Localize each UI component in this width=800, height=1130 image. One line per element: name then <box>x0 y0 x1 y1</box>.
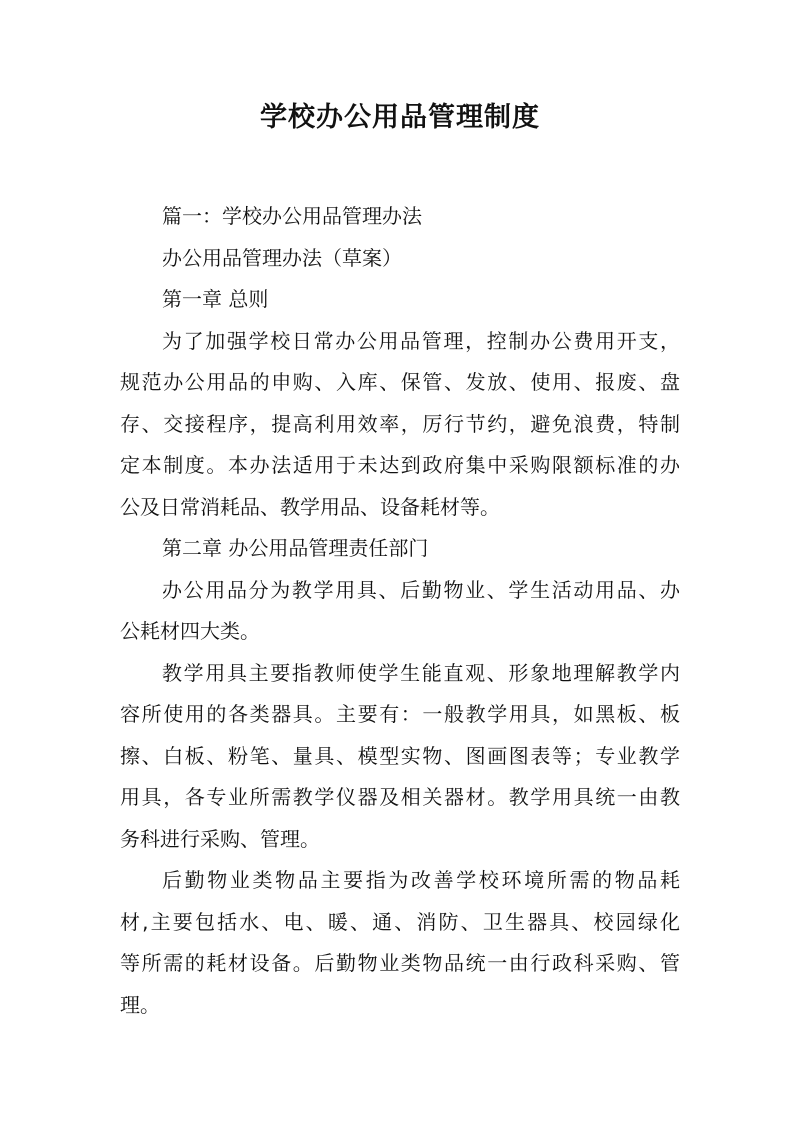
paragraph-line: 公及日常消耗品、教学用品、设备耗材等。 <box>120 494 500 519</box>
paragraph-line: 办公用品分为教学用具、后勤物业、学生活动用品、办 <box>162 577 680 602</box>
subtitle-draft <box>120 238 680 280</box>
paragraph-line: 擦、白板、粉笔、量具、模型实物、图画图表等；专业教学 <box>120 743 680 768</box>
paragraph-line: 教学用具主要指教师使学生能直观、形象地理解教学内 <box>162 660 680 685</box>
paragraph-categories <box>120 570 680 653</box>
paragraph-line: 为了加强学校日常办公用品管理，控制办公费用开支， <box>162 328 680 353</box>
paragraph-logistics <box>120 860 680 1026</box>
paragraph-line: 容所使用的各类器具。主要有：一般教学用具，如黑板、板 <box>120 702 680 726</box>
paragraph-line: 定本制度。本办法适用于未达到政府集中采购限额标准的办 <box>120 453 680 477</box>
paragraph-teaching-tools <box>120 653 680 861</box>
paragraph-line: 规范办公用品的申购、入库、保管、发放、使用、报废、盘 <box>120 370 680 394</box>
paragraph-line: 第二章 办公用品管理责任部门 <box>162 536 429 560</box>
paragraph-line: 后勤物业类物品主要指为改善学校环境所需的物品耗 <box>162 868 680 892</box>
document-body <box>120 196 680 1026</box>
paragraph-purpose <box>120 321 680 529</box>
document-title: 学校办公用品管理制度 <box>260 102 540 133</box>
paragraph-line: 等所需的耗材设备。后勤物业类物品统一由行政科采购、管 <box>120 951 680 975</box>
paragraph-line: 理。 <box>120 992 160 1017</box>
paragraph-line: 第一章 总则 <box>162 287 269 311</box>
paragraph-line: 办公用品管理办法（草案） <box>162 245 402 270</box>
paragraph-line: 存、交接程序，提高利用效率，厉行节约，避免浪费，特制 <box>120 411 680 436</box>
paragraph-line: 材,主要包括水、电、暖、通、消防、卫生器具、校园绿化 <box>120 909 680 934</box>
paragraph-line: 篇一：学校办公用品管理办法 <box>162 204 422 228</box>
paragraph-line: 公耗材四大类。 <box>120 619 260 643</box>
paragraph-line: 务科进行采购、管理。 <box>120 826 320 851</box>
chapter-heading-responsibility <box>120 528 680 570</box>
section-heading-part-one <box>120 196 680 238</box>
paragraph-line: 用具，各专业所需教学仪器及相关器材。教学用具统一由教 <box>120 785 680 809</box>
chapter-heading-general <box>120 279 680 321</box>
